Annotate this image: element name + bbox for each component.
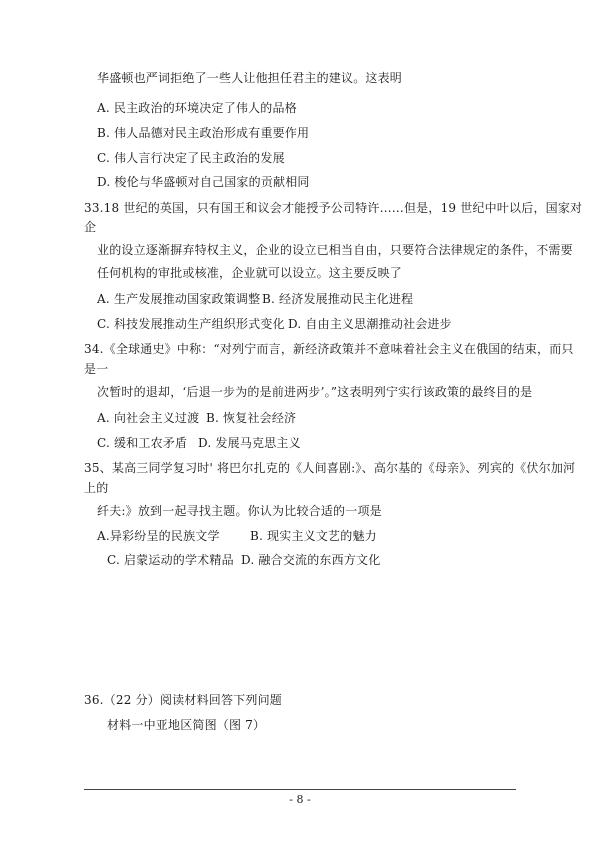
q32-stem-tail: 华盛顿也严词拒绝了一些人让他担任君主的建议。这表明 — [97, 71, 403, 85]
q32-option-c: C. 伟人言行决定了民主政治的发展 — [97, 151, 285, 165]
q35-stem-line-2: 上的 — [84, 481, 109, 495]
q35-stem-line-1: 35、某高三同学复习时' 将巴尔扎克的《人间喜剧:》、高尔基的《母亲》、列宾的《伏尔加河 — [84, 461, 576, 475]
q35-option-a: A.异彩纷呈的民族文学 — [97, 529, 220, 543]
q34-stem-line-1: 34.《全球通史》中称：“对列宁而言，新经济政策并不意味着社会主义在俄国的结束，而只 — [84, 342, 574, 356]
q33-stem-line-3: 业的设立逐渐摒弃特权主义，企业的设立已相当自由，只要符合法律规定的条件，不需要 — [97, 243, 573, 257]
q32-option-d: D. 梭伦与华盛顿对自己国家的贡献相同 — [97, 175, 310, 189]
q35-stem-line-3: 纤夫:》放到一起寻找主题。你认为比较合适的一项是 — [97, 504, 382, 518]
q36-material: 材料一中亚地区简图（图 7） — [107, 718, 266, 732]
q33-option-b: B. 经济发展推动民主化进程 — [262, 292, 414, 306]
q33-option-d: D. 自由主义思潮推动社会进步 — [288, 317, 452, 331]
q34-option-d: D. 发展马克思主义 — [198, 436, 301, 450]
q33-stem-line-2: 企 — [84, 220, 97, 234]
q35-option-d: D. 融合交流的东西方文化 — [241, 553, 381, 567]
page-number: - 8 - — [289, 793, 311, 806]
q33-stem-line-1: 33.18 世纪的英国，只有国王和议会才能授予公司特许……但是，19 世纪中叶以后，国家对 — [84, 201, 583, 215]
q33-option-a: A. 生产发展推动国家政策调整 — [97, 292, 261, 306]
q33-option-c: C. 科技发展推动生产组织形式变化 — [97, 317, 285, 331]
q34-option-c: C. 缓和工农矛盾 — [97, 436, 188, 450]
q36-stem: 36.（22 分）阅读材料回答下列问题 — [84, 693, 282, 707]
q35-option-b: B. 现实主义文艺的魅力 — [250, 529, 377, 543]
q32-option-a: A. 民主政治的环境决定了伟人的品格 — [97, 101, 297, 115]
q32-option-b: B. 伟人品德对民主政治形成有重要作用 — [97, 126, 310, 140]
q33-stem-line-4: 任何机构的审批或核准，企业就可以设立。这主要反映了 — [97, 266, 403, 280]
q34-option-b: B. 恢复社会经济 — [206, 411, 297, 425]
q34-stem-line-3: 次暂时的退却，‘后退一步为的是前进两步’。”这表明列宁实行该政策的最终目的是 — [97, 385, 533, 399]
q34-option-a: A. 向社会主义过渡 — [97, 411, 200, 425]
q34-stem-line-2: 是一 — [84, 362, 109, 376]
footer-divider — [84, 789, 516, 790]
q35-option-c: C. 启蒙运动的学术精品 — [107, 553, 234, 567]
